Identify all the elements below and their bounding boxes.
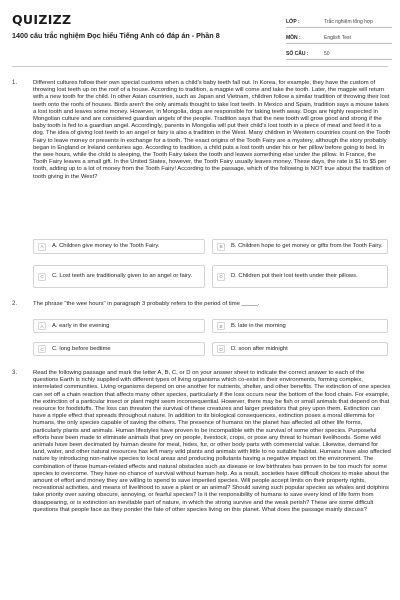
question-text: Read the following passage and mark the letter A, B, C, or D on your answer sheet to indicate the correct answer to each of the questions Earth is richly supplied with different types of living organisms which co-exist in their environments, forming complex, interrelated communities. Living organisms depend on one another for nutrients, shelter, and other benefits. The extinction of one species can set off a chain reaction that affects many other species, particularly if the loss occurs near the bottom of the food chain. For example, the extinction of a particular insect or plant might seem inconsequential. However, there may be fish or small animals that depend on that resource for foodstuffs. The loss can threaten the survival of these creatures and larger predators that prey upon them. Extinction can have a ripple effect that spreads throughout nature. In addition to its biological consequences, extinction poses a moral dilemma for humans, the only species capable of saving the others. The presence of humans on the planet has affected all other life forms, particularly plants and animals. Human lifestyles have proven to be incompatible with the survival of some other species. Purposeful efforts have been made to eliminate animals that prey on people, livestock, crops, or pose any threat to human livelihoods. Some wild animals have been decimated by human desire for meat, hides, fur, or other body parts with commercial value. Likewise, demand for land, water, and other natural resources has left many wild plants and animals with little to no suitable habitat. Humans have also affected nature by introducing non-native species to local areas and producing pollutants having a negative impact on the environment. The combination of these human-related effects and natural obstacles such as disease or low birthrates has proven to be too much for some species to overcome. They have no chance of survival without human help. As a result, societies have difficult choices to make about the amount of effort and money they are willing to spend to save imperiled species. Will people accept limits on their property rights, recreational activities, and means of livelihood to save a plant or an animal? Should saving such popular species as whales and dolphins take priority over saving obscure, annoying, or fearful species? Is it the responsibility of humans to save every kind of life form from disappearing, or is extinction an inevitable part of nature, in which the strong survive and the weak perish? These are some difficult questions that people face as they ponder the fate of other species living on this planet. What does the passage mainly discuss?: [33, 370, 391, 513]
meta-row-count: [286, 46, 392, 60]
option-letter: C: [38, 273, 46, 281]
option-d[interactable]: [212, 342, 388, 356]
question-number: 1.: [12, 80, 18, 86]
option-text: C. long before bedtime: [52, 345, 111, 352]
option-b[interactable]: [212, 319, 388, 333]
option-letter: C: [38, 345, 46, 353]
option-letter: A: [38, 243, 46, 251]
option-b[interactable]: [212, 239, 388, 254]
option-letter: A: [38, 322, 46, 330]
header-divider: [12, 66, 388, 67]
option-letter: B: [217, 243, 225, 251]
option-letter: B: [217, 322, 225, 330]
option-a[interactable]: [33, 239, 205, 254]
question-number: 3.: [12, 370, 18, 376]
meta-label: SỐ CÂU :: [286, 51, 309, 57]
option-letter: D: [217, 273, 225, 281]
option-text: B. late in the morning: [231, 322, 286, 329]
option-text: C. Lost teeth are traditionally given to an angel or fairy.: [52, 273, 193, 280]
option-text: A. early in the evening: [52, 322, 110, 329]
option-c[interactable]: [33, 265, 205, 288]
option-a[interactable]: [33, 319, 205, 333]
option-text: D. Children put their lost teeth under their pillows.: [231, 273, 358, 280]
option-letter: D: [217, 345, 225, 353]
meta-label: MÔN :: [286, 35, 301, 41]
option-text: D. soon after midnight: [231, 345, 288, 352]
question-number: 2.: [12, 301, 18, 307]
option-text: A. Children give money to the Tooth Fairy.: [52, 243, 160, 250]
option-c[interactable]: [33, 342, 205, 356]
question-text: The phrase "the wee hours" in paragraph 3 probably refers to the period of time _____.: [33, 301, 260, 307]
meta-row-subject: [286, 30, 392, 44]
option-d[interactable]: [212, 265, 388, 288]
meta-label: LỚP :: [286, 19, 300, 25]
meta-value: 50: [324, 51, 330, 57]
meta-value: Trắc nghiệm tổng hợp: [324, 19, 373, 25]
quizizz-logo: QUIZIZZ: [12, 12, 72, 27]
question-text: Different cultures follow their own special customs when a child's baby teeth fall out. In Korea, for example, they have the custom of throwing lost teeth up on the roof of a house. According to tradition, a magpie will come and take the tooth. Later, the magpie will return with a new tooth for the child. In other Asian countries, such as Japan and Vietnam, children follow a similar tradition of throwing their lost teeth onto the roofs of houses. Birds aren't the only animals thought to take lost teeth. In Mexico and Spain, tradition says a mouse takes a lost tooth and leaves some money. However, in Mongolia, dogs are responsible for taking teeth away. Dogs are highly respected in Mongolian culture and are considered guardian angels of the people. Tradition says that the new tooth will grow good and strong if the baby tooth is fed to a guardian angel. Accordingly, parents in Mongolia will put their child's lost tooth in a piece of meat and feed it to a dog. The idea of giving lost teeth to an angel or fairy is also a tradition in the West. Many children in Western countries count on the Tooth Fairy to leave money or presents in exchange for a tooth. The exact origins of the Tooth Fairy are a mystery, although the story probably began in England or Ireland centuries ago. According to tradition, a child puts a lost tooth under his or her pillow before going to bed. In the wee hours, while the child is sleeping, the Tooth Fairy takes the tooth and leaves something else under the pillow. In France, the Tooth Fairy leaves a small gift. In the United States, however, the Tooth Fairy usually leaves money. These days, the rate is $1 to $5 per tooth, adding up to a lot of money from the Tooth Fairy! According to the passage, which of the following is NOT true about the tradition of tooth giving in the West?: [33, 80, 391, 180]
option-text: B. Children hope to get money or gifts from the Tooth Fairy.: [231, 243, 383, 250]
worksheet-title: 1400 câu trắc nghiệm Đọc hiểu Tiếng Anh có đáp án - Phần 8: [12, 31, 220, 40]
worksheet-header: [0, 0, 400, 60]
worksheet-meta: [286, 14, 392, 62]
meta-row-class: [286, 14, 392, 28]
meta-value: English Test: [324, 35, 351, 41]
